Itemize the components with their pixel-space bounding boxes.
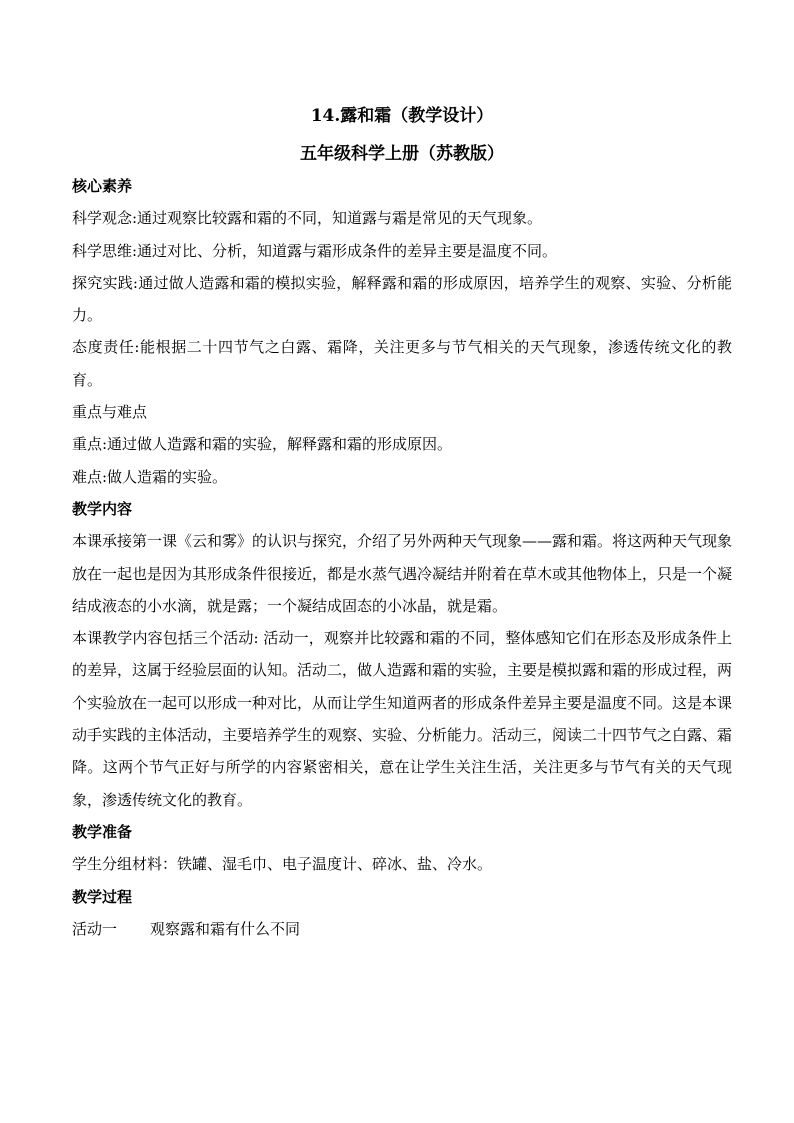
document-title: 14.露和霜（教学设计）: [310, 106, 494, 126]
document-subtitle: 五年级科学上册（苏教版）: [300, 144, 504, 164]
core-literacy-thinking: 科学思维:通过对比、分析，知道露与霜形成条件的差异主要是温度不同。: [72, 241, 558, 260]
core-literacy-concept: 科学观念:通过观察比较露和霜的不同，知道露与霜是常见的天气现象。: [72, 209, 543, 228]
teaching-preparation-heading: 教学准备: [72, 822, 133, 841]
activity-name: 活动一: [72, 919, 118, 938]
teaching-content-heading: 教学内容: [72, 499, 133, 518]
core-literacy-heading: 核心素养: [72, 177, 133, 195]
teaching-content-paragraph: 本课承接第一课《云和雾》的认识与探究，介绍了另外两种天气现象——露和霜。将这两种天气现象放在一起也是因为其形成条件很接近，都是水蒸气遇冷凝结并附着在草木或其他物体上，只是一个凝结成液态的小水滴，就是露；一个凝结成固态的小冰晶，就是霜。: [72, 532, 733, 615]
teaching-content-paragraph: 本课教学内容包括三个活动: 活动一，观察并比较露和霜的不同，整体感知它们在形态及形成条件上的差异，这属于经验层面的认知。活动二，做人造露和霜的实验，主要是模拟露和霜的形成过程，两个实验放在一起可以形成一种对比，从而让学生知道两者的形成条件差异主要是温度不同。这是本课动手实践的主体活动，主要培养学生的观察、实验、分析能力。活动三，阅读二十四节气之白露、霜降。这两个节气正好与所学的内容紧密相关，意在让学生关注生活，关注更多与节气有关的天气现象，渗透传统文化的教育。: [72, 629, 733, 809]
core-literacy-attitude: 态度责任:能根据二十四节气之白露、霜降，关注更多与节气相关的天气现象，渗透传统文化的教育。: [72, 338, 732, 389]
activity-line: [72, 913, 732, 945]
document-content: [72, 100, 732, 945]
core-literacy-practice: 探究实践:通过做人造露和霜的模拟实验，解释露和霜的形成原因，培养学生的观察、实验、分析能力。: [72, 273, 732, 325]
activity-title: 观察露和霜有什么不同: [150, 919, 301, 938]
teaching-preparation-text: 学生分组材料：铁罐、湿毛巾、电子温度计、碎冰、盐、冷水。: [72, 855, 493, 874]
key-points-heading: 重点与难点: [72, 403, 148, 422]
teaching-process-heading: 教学过程: [72, 887, 133, 906]
difficult-point: 难点:做人造霜的实验。: [72, 467, 228, 486]
key-point: 重点:通过做人造露和霜的实验，解释露和霜的形成原因。: [72, 435, 453, 454]
